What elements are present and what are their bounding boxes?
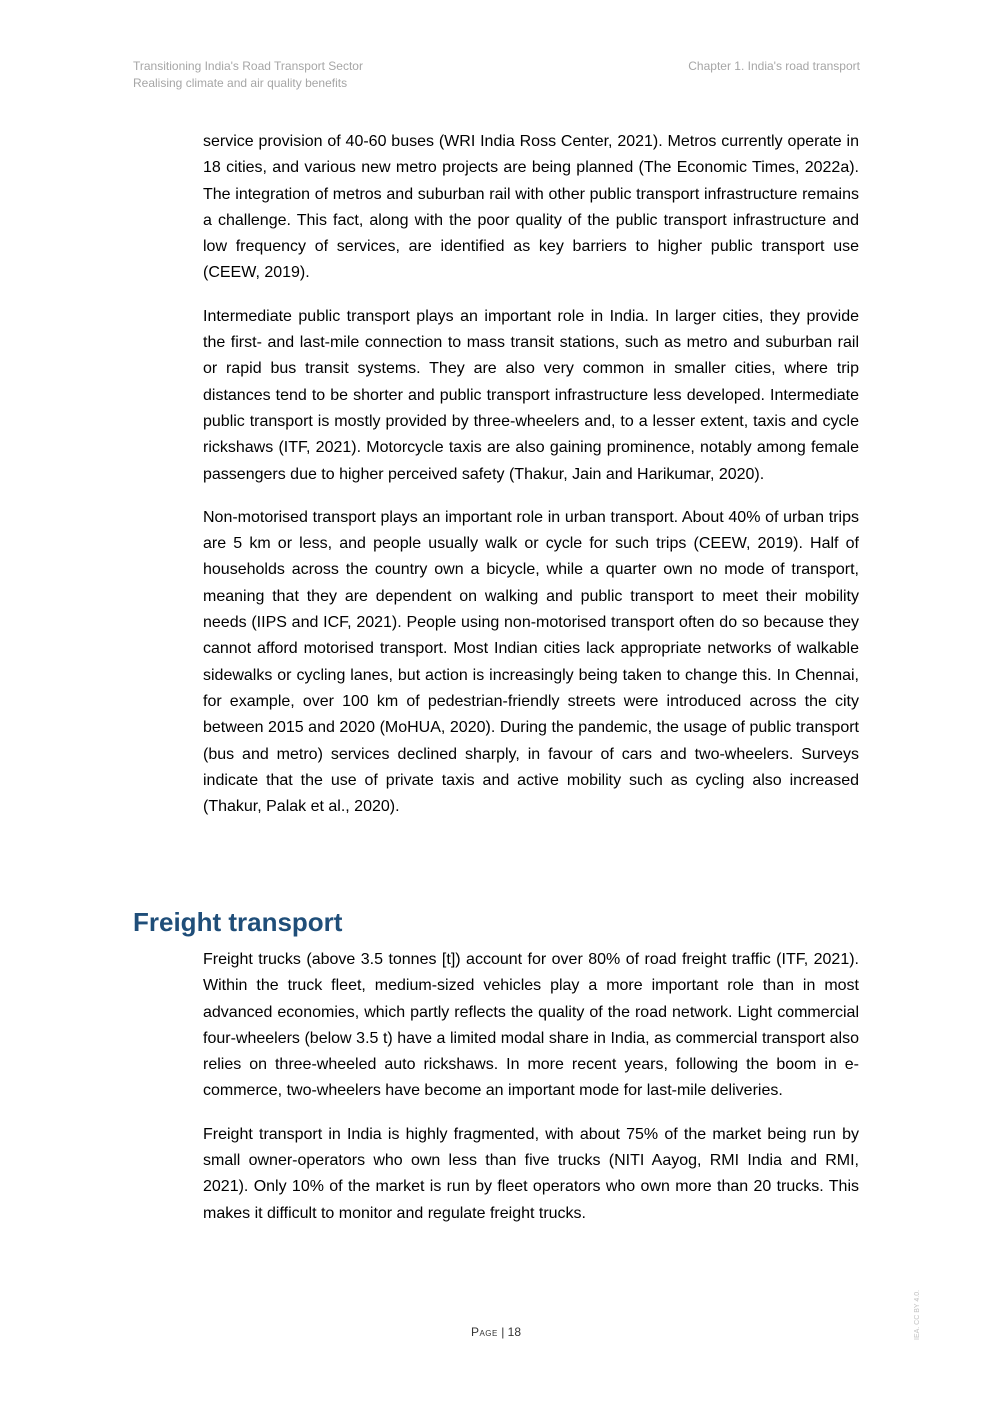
footer-page-number: 18 bbox=[507, 1325, 522, 1339]
header-report-title bbox=[133, 58, 363, 92]
body-text-freight bbox=[203, 947, 859, 1244]
body-text-top bbox=[203, 129, 859, 837]
paragraph-non-motorised-transport: Non-motorised transport plays an important role in urban transport. About 40% of urban trips are 5 km or less, and people usually walk or cycle for such trips (CEEW, 2019). Half of households across the country own a bicycle, while a quarter own no mode of transport, meaning that they are dependent on walking and public transport to meet their mobility needs (IIPS and ICF, 2021). People using non-motorised transport often do so because they cannot afford motorised transport. Most Indian cities lack appropriate networks of walkable sidewalks or cycling lanes, but action is increasingly being taken to change this. In Chennai, for example, over 100 km of pedestrian-friendly streets were introduced across the city between 2015 and 2020 (MoHUA, 2020). During the pandemic, the usage of public transport (bus and metro) services declined sharply, in favour of cars and two-wheelers. Surveys indicate that the use of private taxis and active mobility such as cycling also increased (Thakur, Palak et al., 2020). bbox=[203, 508, 859, 816]
footer-separator: | bbox=[501, 1325, 505, 1339]
page-footer bbox=[0, 1325, 992, 1339]
paragraph-freight-trucks: Freight trucks (above 3.5 tonnes [t]) account for over 80% of road freight traffic (ITF, 2021). Within the truck fleet, medium-sized vehicles play a more important role than in most advanced economies, which partly reflects the quality of the road network. Light commercial four-wheelers (below 3.5 t) have a limited modal share in India, as commercial transport also relies on three-wheeled auto rickshaws. In more recent years, following the boom in e-commerce, two-wheelers have become an important mode for last-mile deliveries. bbox=[203, 951, 859, 1100]
footer-page-label: Page bbox=[470, 1325, 498, 1339]
header-chapter-title: Chapter 1. India's road transport bbox=[688, 59, 860, 73]
header-title-line-1: Transitioning India's Road Transport Sector bbox=[133, 59, 363, 73]
header-title-line-2: Realising climate and air quality benefits bbox=[133, 76, 348, 90]
license-note: IEA. CC BY 4.0. bbox=[914, 1289, 921, 1340]
paragraph-intermediate-transport: Intermediate public transport plays an important role in India. In larger cities, they provide the first- and last-mile connection to mass transit stations, such as metro and suburban rail or rapid bus transit systems. They are also very common in smaller cities, where trip distances tend to be shorter and public transport infrastructure less developed. Intermediate public transport is mostly provided by three-wheelers and, to a lesser extent, taxis and cycle rickshaws (ITF, 2021). Motorcycle taxis are also gaining prominence, notably among female passengers due to higher perceived safety (Thakur, Jain and Harikumar, 2020). bbox=[203, 307, 859, 483]
paragraph-public-transport: service provision of 40-60 buses (WRI India Ross Center, 2021). Metros currently operate in 18 cities, and various new metro projects are being planned (The Economic Times, 2022a). The integration of metros and suburban rail with other public transport infrastructure remains a challenge. This fact, along with the poor quality of the public transport infrastructure and low frequency of services, are identified as key barriers to higher public transport use (CEEW, 2019). bbox=[203, 133, 859, 282]
paragraph-freight-fragmentation: Freight transport in India is highly fragmented, with about 75% of the market being run by small owner-operators who own less than five trucks (NITI Aayog, RMI India and RMI, 2021). Only 10% of the market is run by fleet operators who own more than 20 trucks. This makes it difficult to monitor and regulate freight trucks. bbox=[203, 1125, 859, 1222]
section-heading-freight: Freight transport bbox=[133, 907, 343, 937]
